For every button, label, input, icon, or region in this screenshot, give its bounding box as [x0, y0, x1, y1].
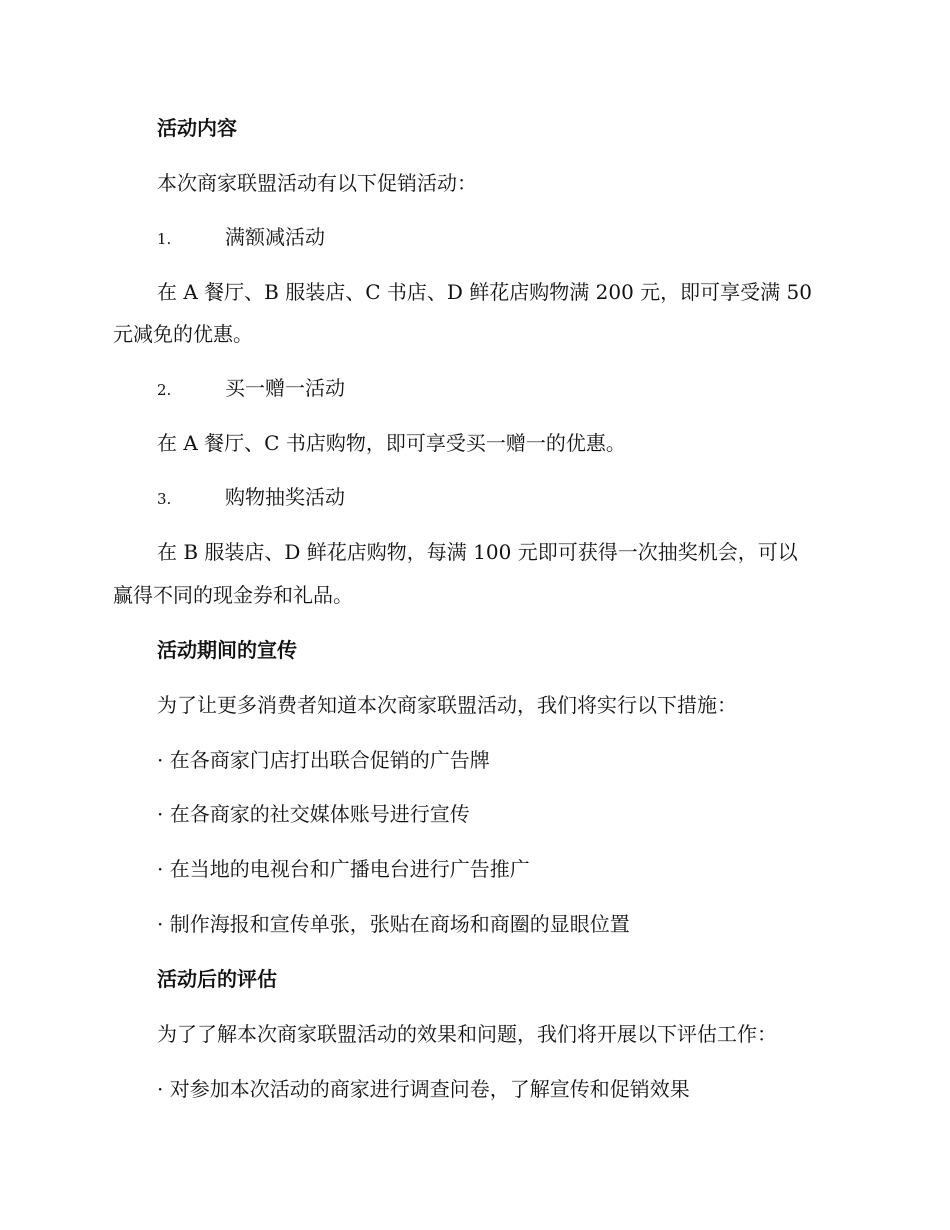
list-item-title: 满额减活动	[225, 225, 325, 249]
section-heading-content: 活动内容	[157, 116, 237, 140]
list-item-title: 购物抽奖活动	[225, 485, 345, 509]
section-heading-evaluation: 活动后的评估	[157, 967, 277, 991]
evaluation-intro: 为了了解本次商家联盟活动的效果和问题，我们将开展以下评估工作：	[157, 1022, 777, 1046]
list-number: 3.	[157, 490, 172, 508]
bullet-item: · 在各商家的社交媒体账号进行宣传	[157, 802, 470, 826]
bullet-item: · 在各商家门店打出联合促销的广告牌	[157, 748, 490, 772]
intro-paragraph: 本次商家联盟活动有以下促销活动：	[157, 171, 477, 195]
item-description: 在 A 餐厅、B 服装店、C 书店、D 鲜花店购物满 200 元，即可享受满 50	[157, 280, 812, 304]
item-description: 在 A 餐厅、C 书店购物，即可享受买一赠一的优惠。	[157, 431, 626, 455]
item-description: 在 B 服装店、D 鲜花店购物，每满 100 元即可获得一次抽奖机会，可以	[157, 540, 798, 564]
promo-intro: 为了让更多消费者知道本次商家联盟活动，我们将实行以下措施：	[157, 693, 737, 717]
list-number: 2.	[157, 381, 172, 399]
section-heading-promo: 活动期间的宣传	[157, 638, 297, 662]
bullet-item: · 对参加本次活动的商家进行调查问卷，了解宣传和促销效果	[157, 1077, 690, 1101]
list-item-title: 买一赠一活动	[225, 376, 345, 400]
item-description-continued: 赢得不同的现金券和礼品。	[113, 583, 353, 607]
bullet-item: · 制作海报和宣传单张，张贴在商场和商圈的显眼位置	[157, 912, 630, 936]
list-number: 1.	[157, 230, 172, 248]
bullet-item: · 在当地的电视台和广播电台进行广告推广	[157, 857, 530, 881]
item-description-continued: 元减免的优惠。	[113, 322, 253, 346]
